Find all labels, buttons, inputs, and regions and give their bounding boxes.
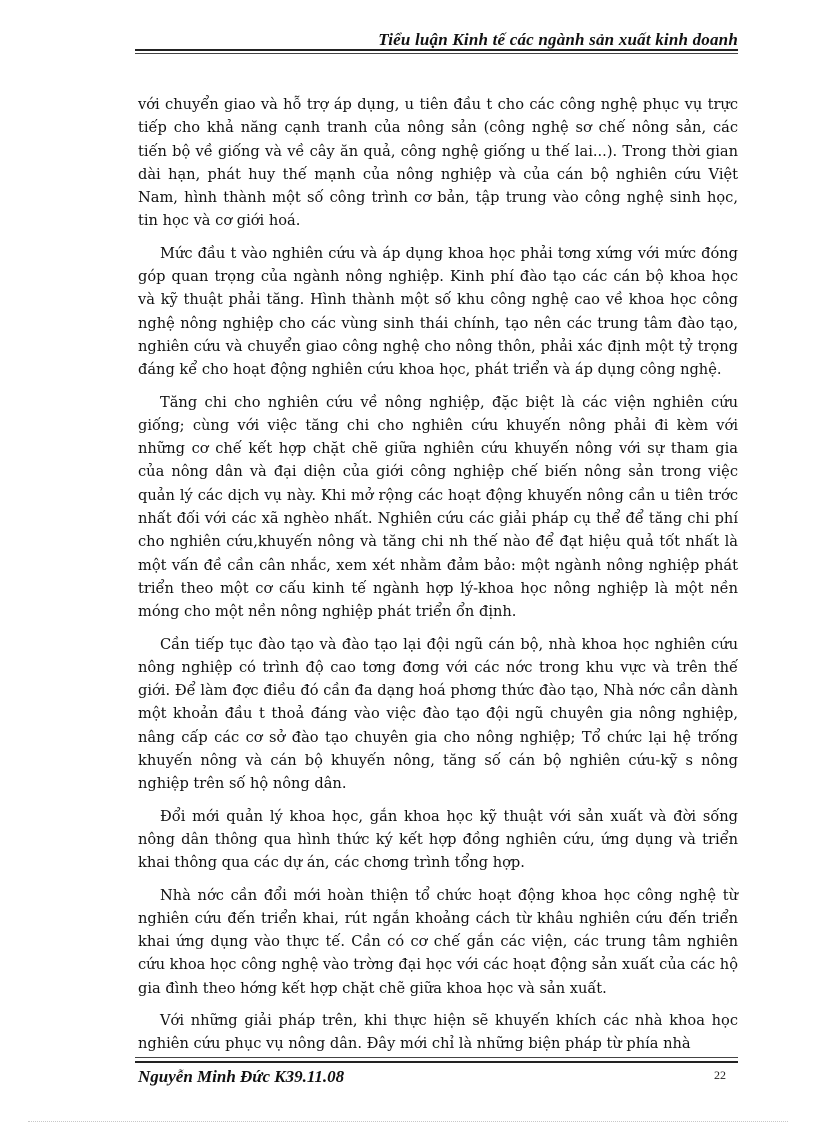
footer-author: Nguyễn Minh Đức K39.11.08: [138, 1067, 345, 1086]
paragraph: Nhà nớc cần đổi mới hoàn thiện tổ chức hoạt động khoa học công nghệ từ nghiên cứu đến triển khai, rút ngắn khoảng cách từ khâu nghiên cứu đến triển khai ứng dụng vào thực tế. Cần có cơ chế gắn các viện, các trung tâm nghiên cứu khoa học công nghệ vào trờng đại học với các hoạt động sản xuất của các hộ gia đình theo hớng kết hợp chặt chẽ giữa khoa học và sản xuất.: [138, 886, 738, 997]
paragraph: Cần tiếp tục đào tạo và đào tạo lại đội ngũ cán bộ, nhà khoa học nghiên cứu nông nghiệp có trình độ cao tơng đơng với các nớc trong khu vực và trên thế giới. Để làm đợc điều đó cần đa dạng hoá phơng thức đào tạo, Nhà nớc cần dành một khoản đầu t thoả đáng vào việc đào tạo đội ngũ chuyên gia nông nghiệp, nâng cấp các cơ sở đào tạo chuyên gia cho nông nghiệp; Tổ chức lại hệ trống khuyến nông và cán bộ khuyến nông, tăng số cán bộ nghiên cứu-kỹ s nông nghiệp trên số hộ nông dân.: [138, 635, 738, 793]
header-rule-thin: [135, 53, 738, 54]
paragraph: Với những giải pháp trên, khi thực hiện sẽ khuyến khích các nhà khoa học nghiên cứu phục vụ nông dân. Đây mới chỉ là những biện pháp từ phía nhà: [138, 1011, 738, 1053]
document-body: [138, 93, 738, 1056]
paragraph: Tăng chi cho nghiên cứu về nông nghiệp, đặc biệt là các viện nghiên cứu giống; cùng với việc tăng chi cho nghiên cứu khuyến nông phải đi kèm với những cơ chế kết hợp chặt chẽ giữa nghiên cứu khuyến nông với sự tham gia của nông dân và đại diện của giới công nghiệp chế biến nông sản trong việc quản lý các dịch vụ này. Khi mở rộng các hoạt động khuyến nông cần u tiên trớc nhất đối với các xã nghèo nhất. Nghiên cứu các giải pháp cụ thể để tăng chi phí cho nghiên cứu,khuyến nông và tăng chi nh thế nào để đạt hiệu quả tốt nhất là một vấn đề cần cân nhắc, xem xét nhằm đảm bảo: một ngành nông nghiệp phát triển theo một cơ cấu kinh tế ngành hợp lý-khoa học nông nghiệp là một nền móng cho một nền nông nghiệp phát triển ổn định.: [138, 393, 738, 621]
header-title: Tiểu luận Kinh tế các ngành sản xuất kinh doanh: [378, 30, 738, 49]
paragraph: với chuyển giao và hỗ trợ áp dụng, u tiên đầu t cho các công nghệ phục vụ trực tiếp cho khả năng cạnh tranh của nông sản (công nghệ sơ chế nông sản, các tiến bộ về giống và về cây ăn quả, công nghệ giống u thế lai...). Trong thời gian dài hạn, phát huy thế mạnh của nông nghiệp và của cán bộ nghiên cứu Việt Nam, hình thành một số công trình cơ bản, tập trung vào công nghệ sinh học, tin học và cơ giới hoá.: [138, 96, 738, 230]
header-rule-thick: [135, 49, 738, 51]
page-number: 22: [714, 1068, 726, 1082]
footer-rule-thick: [135, 1061, 738, 1063]
footer-rule-thin: [135, 1057, 738, 1058]
paragraph: Mức đầu t vào nghiên cứu và áp dụng khoa học phải tơng xứng với mức đóng góp quan trọng của ngành nông nghiệp. Kinh phí đào tạo các cán bộ khoa học và kỹ thuật phải tăng. Hình thành một số khu công nghệ cao về khoa học công nghệ nông nghiệp cho các vùng sinh thái chính, tạo nên các trung tâm đào tạo, nghiên cứu và chuyển giao công nghệ cho nông thôn, phải xác định một tỷ trọng đáng kể cho hoạt động nghiên cứu khoa học, phát triển và áp dụng công nghệ.: [138, 244, 738, 379]
page-bottom-border: [28, 1121, 788, 1122]
paragraph: Đổi mới quản lý khoa học, gắn khoa học kỹ thuật với sản xuất và đời sống nông dân thông qua hình thức ký kết hợp đồng nghiên cứu, ứng dụng và triển khai thông qua các dự án, các chơng trình tổng hợp.: [138, 807, 738, 872]
